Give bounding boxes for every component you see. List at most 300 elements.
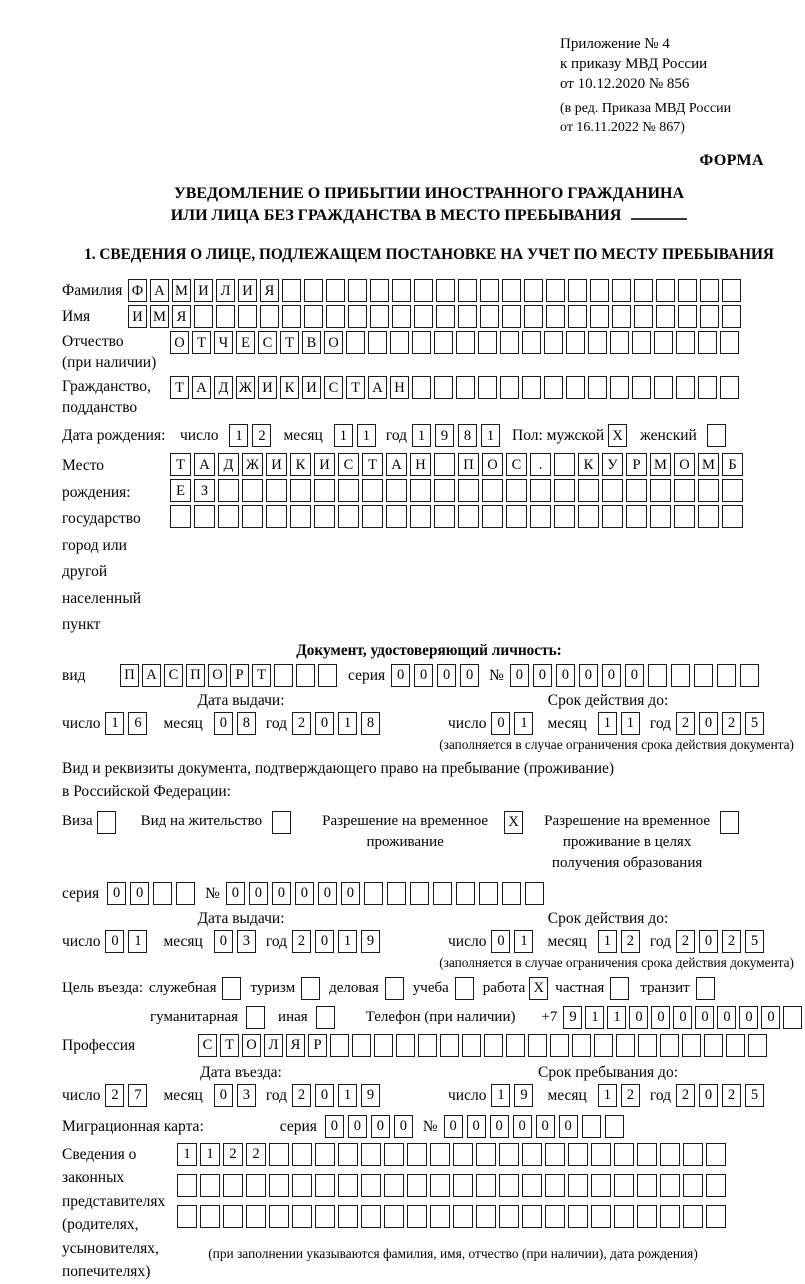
char-cell[interactable]: 0	[348, 1115, 367, 1138]
char-cell[interactable]	[546, 279, 565, 302]
char-cell[interactable]	[338, 1205, 358, 1228]
migration-number-boxes[interactable]	[444, 1115, 628, 1138]
char-cell[interactable]	[682, 1034, 701, 1057]
char-cell[interactable]: М	[650, 453, 671, 476]
char-cell[interactable]	[370, 305, 389, 328]
char-cell[interactable]	[602, 479, 623, 502]
char-cell[interactable]	[223, 1205, 243, 1228]
sex-male-checkbox[interactable]	[608, 424, 630, 447]
char-cell[interactable]	[499, 1174, 519, 1197]
char-cell[interactable]: Т	[346, 376, 365, 399]
char-cell[interactable]: 0	[467, 1115, 486, 1138]
char-cell[interactable]: С	[164, 664, 183, 687]
char-cell[interactable]: 1	[338, 930, 357, 953]
char-cell[interactable]: 0	[318, 882, 337, 905]
char-cell[interactable]: 0	[214, 930, 233, 953]
char-cell[interactable]	[660, 1034, 679, 1057]
char-cell[interactable]	[546, 305, 565, 328]
char-cell[interactable]	[412, 331, 431, 354]
char-cell[interactable]	[698, 479, 719, 502]
char-cell[interactable]: 8	[237, 712, 256, 735]
char-cell[interactable]	[390, 331, 409, 354]
char-cell[interactable]	[223, 1174, 243, 1197]
char-cell[interactable]: 3	[237, 1084, 256, 1107]
char-cell[interactable]	[407, 1174, 427, 1197]
char-cell[interactable]	[502, 279, 521, 302]
char-cell[interactable]	[499, 1205, 519, 1228]
residence-issue-day[interactable]	[105, 930, 151, 953]
char-cell[interactable]: В	[302, 331, 321, 354]
char-cell[interactable]: 1	[200, 1143, 220, 1166]
char-cell[interactable]: Я	[286, 1034, 305, 1057]
char-cell[interactable]: М	[150, 305, 169, 328]
char-cell[interactable]: 8	[361, 712, 380, 735]
char-cell[interactable]	[545, 1205, 565, 1228]
char-cell[interactable]: 0	[491, 712, 510, 735]
char-cell[interactable]: Ж	[236, 376, 255, 399]
char-cell[interactable]	[315, 1205, 335, 1228]
char-cell[interactable]: 0	[699, 930, 718, 953]
char-cell[interactable]: 0	[130, 882, 149, 905]
char-cell[interactable]: 1	[177, 1143, 197, 1166]
char-cell[interactable]: 0	[673, 1006, 692, 1029]
char-cell[interactable]: Е	[170, 479, 191, 502]
doc-kind-boxes[interactable]	[120, 664, 340, 687]
char-cell[interactable]	[316, 1006, 335, 1029]
char-cell[interactable]	[696, 977, 715, 1000]
char-cell[interactable]	[194, 505, 215, 528]
purpose-transit-checkbox[interactable]	[696, 977, 718, 1000]
char-cell[interactable]: 0	[391, 664, 410, 687]
birth-place-row2-boxes[interactable]	[170, 479, 746, 502]
char-cell[interactable]: Т	[170, 376, 189, 399]
char-cell[interactable]: Т	[192, 331, 211, 354]
char-cell[interactable]	[216, 305, 235, 328]
char-cell[interactable]: А	[368, 376, 387, 399]
char-cell[interactable]	[522, 1143, 542, 1166]
char-cell[interactable]: И	[314, 453, 335, 476]
char-cell[interactable]: Л	[216, 279, 235, 302]
char-cell[interactable]: Л	[264, 1034, 283, 1057]
char-cell[interactable]: 2	[246, 1143, 266, 1166]
char-cell[interactable]	[434, 453, 455, 476]
char-cell[interactable]: А	[386, 453, 407, 476]
char-cell[interactable]	[269, 1174, 289, 1197]
char-cell[interactable]	[242, 479, 263, 502]
char-cell[interactable]	[502, 882, 521, 905]
char-cell[interactable]: 2	[292, 712, 311, 735]
char-cell[interactable]	[582, 1115, 601, 1138]
purpose-official-checkbox[interactable]	[222, 977, 244, 1000]
char-cell[interactable]	[455, 977, 474, 1000]
char-cell[interactable]: 1	[491, 1084, 510, 1107]
char-cell[interactable]: 2	[676, 930, 695, 953]
char-cell[interactable]	[748, 1034, 767, 1057]
char-cell[interactable]: 0	[559, 1115, 578, 1138]
char-cell[interactable]	[650, 479, 671, 502]
char-cell[interactable]: 0	[214, 1084, 233, 1107]
char-cell[interactable]	[568, 1205, 588, 1228]
char-cell[interactable]: X	[608, 424, 627, 447]
char-cell[interactable]: Р	[230, 664, 249, 687]
char-cell[interactable]	[352, 1034, 371, 1057]
char-cell[interactable]: .	[530, 453, 551, 476]
char-cell[interactable]	[506, 1034, 525, 1057]
char-cell[interactable]: 1	[585, 1006, 604, 1029]
char-cell[interactable]	[524, 279, 543, 302]
char-cell[interactable]: 0	[437, 664, 456, 687]
char-cell[interactable]: 0	[315, 712, 334, 735]
char-cell[interactable]	[706, 1205, 726, 1228]
char-cell[interactable]	[370, 279, 389, 302]
char-cell[interactable]: 0	[717, 1006, 736, 1029]
surname-boxes[interactable]	[128, 279, 744, 302]
char-cell[interactable]	[458, 305, 477, 328]
char-cell[interactable]: П	[186, 664, 205, 687]
char-cell[interactable]	[348, 305, 367, 328]
char-cell[interactable]: 1	[598, 712, 617, 735]
char-cell[interactable]: 2	[621, 1084, 640, 1107]
stay-month[interactable]	[598, 1084, 644, 1107]
char-cell[interactable]	[500, 331, 519, 354]
char-cell[interactable]: 0	[699, 712, 718, 735]
doc-valid-month[interactable]	[598, 712, 644, 735]
char-cell[interactable]: К	[578, 453, 599, 476]
char-cell[interactable]: 9	[563, 1006, 582, 1029]
char-cell[interactable]	[632, 376, 651, 399]
char-cell[interactable]: 5	[745, 930, 764, 953]
char-cell[interactable]	[722, 305, 741, 328]
char-cell[interactable]	[292, 1143, 312, 1166]
char-cell[interactable]	[544, 376, 563, 399]
char-cell[interactable]	[434, 376, 453, 399]
char-cell[interactable]	[348, 279, 367, 302]
char-cell[interactable]	[361, 1174, 381, 1197]
char-cell[interactable]	[698, 505, 719, 528]
char-cell[interactable]: 0	[695, 1006, 714, 1029]
char-cell[interactable]	[660, 1143, 680, 1166]
char-cell[interactable]	[545, 1143, 565, 1166]
char-cell[interactable]: Н	[390, 376, 409, 399]
residence-valid-year[interactable]	[676, 930, 768, 953]
char-cell[interactable]: И	[238, 279, 257, 302]
char-cell[interactable]	[656, 305, 675, 328]
char-cell[interactable]: Т	[362, 453, 383, 476]
char-cell[interactable]	[304, 305, 323, 328]
residence-permit-checkbox[interactable]	[272, 811, 294, 834]
char-cell[interactable]	[612, 279, 631, 302]
char-cell[interactable]: 2	[621, 930, 640, 953]
char-cell[interactable]	[338, 1174, 358, 1197]
char-cell[interactable]	[453, 1205, 473, 1228]
given-name-boxes[interactable]	[128, 305, 744, 328]
temp-residence-edu-checkbox[interactable]	[720, 811, 742, 834]
char-cell[interactable]: К	[280, 376, 299, 399]
char-cell[interactable]: 0	[444, 1115, 463, 1138]
char-cell[interactable]	[506, 479, 527, 502]
char-cell[interactable]	[414, 305, 433, 328]
char-cell[interactable]	[568, 1143, 588, 1166]
char-cell[interactable]	[591, 1143, 611, 1166]
char-cell[interactable]: Р	[308, 1034, 327, 1057]
char-cell[interactable]	[246, 1174, 266, 1197]
char-cell[interactable]: 9	[361, 1084, 380, 1107]
char-cell[interactable]	[412, 376, 431, 399]
char-cell[interactable]	[654, 331, 673, 354]
char-cell[interactable]	[683, 1205, 703, 1228]
char-cell[interactable]	[568, 1174, 588, 1197]
char-cell[interactable]: О	[208, 664, 227, 687]
char-cell[interactable]	[436, 305, 455, 328]
char-cell[interactable]: 2	[676, 712, 695, 735]
char-cell[interactable]	[274, 664, 293, 687]
char-cell[interactable]: 1	[412, 424, 431, 447]
char-cell[interactable]	[605, 1115, 624, 1138]
char-cell[interactable]: П	[458, 453, 479, 476]
char-cell[interactable]	[476, 1205, 496, 1228]
char-cell[interactable]: 0	[107, 882, 126, 905]
residence-issue-month[interactable]	[214, 930, 260, 953]
char-cell[interactable]	[522, 1174, 542, 1197]
char-cell[interactable]: 7	[128, 1084, 147, 1107]
char-cell[interactable]	[430, 1174, 450, 1197]
char-cell[interactable]	[654, 376, 673, 399]
char-cell[interactable]	[660, 1205, 680, 1228]
char-cell[interactable]	[458, 479, 479, 502]
char-cell[interactable]	[266, 505, 287, 528]
char-cell[interactable]	[707, 424, 726, 447]
char-cell[interactable]: X	[529, 977, 548, 1000]
char-cell[interactable]	[530, 479, 551, 502]
char-cell[interactable]	[384, 1205, 404, 1228]
char-cell[interactable]: 5	[745, 1084, 764, 1107]
char-cell[interactable]: 1	[229, 424, 248, 447]
char-cell[interactable]: Т	[170, 453, 191, 476]
entry-month[interactable]	[214, 1084, 260, 1107]
char-cell[interactable]	[722, 479, 743, 502]
char-cell[interactable]	[660, 1174, 680, 1197]
char-cell[interactable]: 1	[334, 424, 353, 447]
char-cell[interactable]	[502, 305, 521, 328]
char-cell[interactable]	[222, 977, 241, 1000]
char-cell[interactable]	[476, 1174, 496, 1197]
char-cell[interactable]	[683, 1174, 703, 1197]
char-cell[interactable]	[566, 376, 585, 399]
char-cell[interactable]: А	[150, 279, 169, 302]
purpose-humanitarian-checkbox[interactable]	[246, 1006, 268, 1029]
residence-issue-year[interactable]	[292, 930, 384, 953]
char-cell[interactable]	[478, 331, 497, 354]
char-cell[interactable]	[396, 1034, 415, 1057]
char-cell[interactable]: О	[170, 331, 189, 354]
stay-year[interactable]	[676, 1084, 768, 1107]
char-cell[interactable]	[530, 505, 551, 528]
char-cell[interactable]	[717, 664, 736, 687]
char-cell[interactable]: 1	[338, 712, 357, 735]
birth-year-boxes[interactable]	[412, 424, 504, 447]
char-cell[interactable]: 5	[745, 712, 764, 735]
char-cell[interactable]	[722, 505, 743, 528]
char-cell[interactable]: М	[172, 279, 191, 302]
char-cell[interactable]	[614, 1174, 634, 1197]
char-cell[interactable]	[783, 1006, 802, 1029]
char-cell[interactable]	[602, 505, 623, 528]
char-cell[interactable]	[704, 1034, 723, 1057]
char-cell[interactable]: 9	[514, 1084, 533, 1107]
char-cell[interactable]	[456, 882, 475, 905]
char-cell[interactable]: 2	[105, 1084, 124, 1107]
char-cell[interactable]: И	[128, 305, 147, 328]
char-cell[interactable]: 0	[629, 1006, 648, 1029]
char-cell[interactable]: А	[142, 664, 161, 687]
char-cell[interactable]	[218, 479, 239, 502]
char-cell[interactable]	[482, 505, 503, 528]
char-cell[interactable]: Т	[252, 664, 271, 687]
stay-day[interactable]	[491, 1084, 537, 1107]
char-cell[interactable]: 1	[514, 712, 533, 735]
char-cell[interactable]	[430, 1143, 450, 1166]
char-cell[interactable]	[720, 331, 739, 354]
char-cell[interactable]	[476, 1143, 496, 1166]
char-cell[interactable]	[346, 331, 365, 354]
char-cell[interactable]	[671, 664, 690, 687]
char-cell[interactable]	[456, 376, 475, 399]
char-cell[interactable]: Д	[214, 376, 233, 399]
char-cell[interactable]	[315, 1174, 335, 1197]
char-cell[interactable]: 0	[513, 1115, 532, 1138]
char-cell[interactable]: 0	[739, 1006, 758, 1029]
purpose-tourism-checkbox[interactable]	[301, 977, 323, 1000]
char-cell[interactable]	[456, 331, 475, 354]
representatives-row3-boxes[interactable]	[177, 1205, 729, 1228]
char-cell[interactable]	[290, 479, 311, 502]
char-cell[interactable]: 0	[556, 664, 575, 687]
char-cell[interactable]: И	[266, 453, 287, 476]
char-cell[interactable]	[296, 664, 315, 687]
char-cell[interactable]: 0	[579, 664, 598, 687]
char-cell[interactable]	[362, 479, 383, 502]
char-cell[interactable]	[290, 505, 311, 528]
char-cell[interactable]	[678, 305, 697, 328]
char-cell[interactable]	[453, 1174, 473, 1197]
char-cell[interactable]: 2	[722, 1084, 741, 1107]
doc-issue-month[interactable]	[214, 712, 260, 735]
char-cell[interactable]	[594, 1034, 613, 1057]
char-cell[interactable]	[392, 279, 411, 302]
visa-checkbox[interactable]	[97, 811, 119, 834]
char-cell[interactable]: 9	[361, 930, 380, 953]
char-cell[interactable]: С	[258, 331, 277, 354]
char-cell[interactable]	[266, 479, 287, 502]
char-cell[interactable]	[616, 1034, 635, 1057]
char-cell[interactable]	[368, 331, 387, 354]
char-cell[interactable]: 8	[458, 424, 477, 447]
char-cell[interactable]	[676, 331, 695, 354]
char-cell[interactable]	[479, 882, 498, 905]
char-cell[interactable]	[626, 505, 647, 528]
doc-number-boxes[interactable]	[510, 664, 763, 687]
char-cell[interactable]: 1	[598, 1084, 617, 1107]
char-cell[interactable]	[362, 505, 383, 528]
char-cell[interactable]: Н	[410, 453, 431, 476]
char-cell[interactable]	[292, 1205, 312, 1228]
char-cell[interactable]	[722, 279, 741, 302]
char-cell[interactable]	[610, 331, 629, 354]
char-cell[interactable]: 0	[105, 930, 124, 953]
char-cell[interactable]: И	[302, 376, 321, 399]
char-cell[interactable]: А	[194, 453, 215, 476]
char-cell[interactable]: 0	[249, 882, 268, 905]
purpose-study-checkbox[interactable]	[455, 977, 477, 1000]
char-cell[interactable]: 1	[357, 424, 376, 447]
char-cell[interactable]	[318, 664, 337, 687]
char-cell[interactable]	[453, 1143, 473, 1166]
char-cell[interactable]	[434, 505, 455, 528]
birth-month-boxes[interactable]	[334, 424, 380, 447]
char-cell[interactable]	[500, 376, 519, 399]
char-cell[interactable]	[480, 305, 499, 328]
char-cell[interactable]	[637, 1205, 657, 1228]
purpose-private-checkbox[interactable]	[610, 977, 632, 1000]
char-cell[interactable]	[522, 376, 541, 399]
char-cell[interactable]	[338, 479, 359, 502]
char-cell[interactable]	[177, 1205, 197, 1228]
char-cell[interactable]	[683, 1143, 703, 1166]
char-cell[interactable]: С	[506, 453, 527, 476]
char-cell[interactable]: 0	[295, 882, 314, 905]
birth-day-boxes[interactable]	[229, 424, 275, 447]
doc-issue-day[interactable]	[105, 712, 151, 735]
char-cell[interactable]	[260, 305, 279, 328]
char-cell[interactable]	[568, 279, 587, 302]
char-cell[interactable]: 0	[533, 664, 552, 687]
char-cell[interactable]: 1	[607, 1006, 626, 1029]
char-cell[interactable]	[676, 376, 695, 399]
char-cell[interactable]	[407, 1143, 427, 1166]
char-cell[interactable]: 0	[272, 882, 291, 905]
char-cell[interactable]: С	[324, 376, 343, 399]
char-cell[interactable]	[200, 1205, 220, 1228]
char-cell[interactable]	[694, 664, 713, 687]
char-cell[interactable]: 2	[722, 712, 741, 735]
char-cell[interactable]	[588, 376, 607, 399]
char-cell[interactable]	[272, 811, 291, 834]
char-cell[interactable]	[554, 453, 575, 476]
char-cell[interactable]	[550, 1034, 569, 1057]
char-cell[interactable]	[218, 505, 239, 528]
char-cell[interactable]	[610, 376, 629, 399]
char-cell[interactable]	[706, 1174, 726, 1197]
char-cell[interactable]	[440, 1034, 459, 1057]
char-cell[interactable]	[374, 1034, 393, 1057]
char-cell[interactable]	[176, 882, 195, 905]
char-cell[interactable]	[637, 1174, 657, 1197]
char-cell[interactable]: Д	[218, 453, 239, 476]
entry-day[interactable]	[105, 1084, 151, 1107]
char-cell[interactable]	[578, 505, 599, 528]
char-cell[interactable]	[614, 1143, 634, 1166]
char-cell[interactable]	[634, 305, 653, 328]
char-cell[interactable]	[524, 305, 543, 328]
char-cell[interactable]	[612, 305, 631, 328]
residence-valid-month[interactable]	[598, 930, 644, 953]
char-cell[interactable]: 0	[510, 664, 529, 687]
char-cell[interactable]: И	[194, 279, 213, 302]
char-cell[interactable]	[386, 505, 407, 528]
char-cell[interactable]	[700, 279, 719, 302]
char-cell[interactable]: П	[120, 664, 139, 687]
char-cell[interactable]	[566, 331, 585, 354]
